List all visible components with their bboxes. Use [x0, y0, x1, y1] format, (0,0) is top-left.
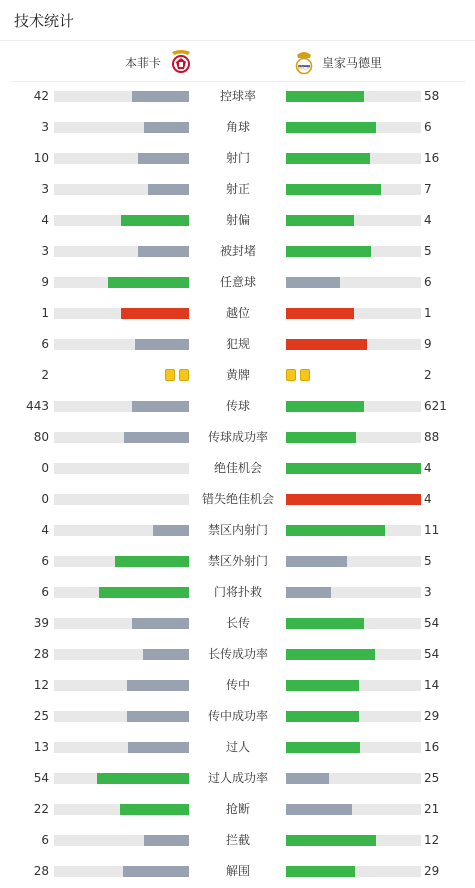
- stat-label: 禁区外射门: [207, 554, 268, 568]
- home-stat-bar-track: [54, 339, 189, 350]
- yellow-card-icon: [286, 369, 296, 381]
- home-stat-bar-fill: [132, 91, 189, 102]
- home-stat-value: 4: [41, 213, 49, 227]
- home-team[interactable]: [125, 49, 193, 75]
- stat-label: 控球率: [219, 89, 256, 103]
- home-stat-value: 39: [33, 616, 49, 630]
- stat-row: [0, 701, 475, 732]
- away-stat-bar-track: [286, 401, 421, 412]
- home-stat-value: 54: [33, 771, 49, 785]
- stat-row: [0, 763, 475, 794]
- stat-row: [0, 298, 475, 329]
- home-stat-value: 3: [41, 182, 49, 196]
- benfica-crest-icon: [169, 49, 193, 75]
- home-stat-bar-track: [54, 711, 189, 722]
- away-team[interactable]: [292, 49, 382, 75]
- stat-row: [0, 453, 475, 484]
- stat-row: [0, 639, 475, 670]
- home-stat-bar-track: [54, 153, 189, 164]
- home-stat-value: 13: [33, 740, 49, 754]
- teams-header: [10, 41, 465, 82]
- away-yellow-cards: [286, 369, 310, 381]
- stat-row: [0, 236, 475, 267]
- home-stat-value: 6: [41, 833, 49, 847]
- home-stat-bar-fill: [124, 432, 189, 443]
- home-stat-bar-track: [54, 773, 189, 784]
- away-stat-value: 5: [424, 554, 432, 568]
- away-stat-value: 12: [424, 833, 440, 847]
- stat-label: 任意球: [219, 275, 256, 289]
- away-stat-value: 4: [424, 213, 432, 227]
- home-stat-bar-fill: [144, 122, 189, 133]
- away-stat-value: 7: [424, 182, 432, 196]
- away-stat-bar-track: [286, 432, 421, 443]
- away-stat-bar-track: [286, 649, 421, 660]
- away-stat-bar-track: [286, 711, 421, 722]
- home-stat-value: 28: [33, 864, 49, 878]
- home-stat-value: 3: [41, 120, 49, 134]
- away-stat-value: 9: [424, 337, 432, 351]
- away-stat-bar-track: [286, 525, 421, 536]
- away-stat-bar-track: [286, 308, 421, 319]
- home-stat-value: 12: [33, 678, 49, 692]
- stat-label: 黄牌: [225, 368, 250, 382]
- home-stat-bar-track: [54, 680, 189, 691]
- away-stat-bar-fill: [286, 773, 329, 784]
- home-stat-bar-fill: [148, 184, 189, 195]
- away-stat-bar-track: [286, 742, 421, 753]
- home-stat-bar-fill: [115, 556, 189, 567]
- away-stat-bar-fill: [286, 711, 359, 722]
- stat-label: 传球成功率: [207, 430, 268, 444]
- home-stat-value: 0: [41, 461, 49, 475]
- away-stat-value: 16: [424, 740, 440, 754]
- away-stat-value: 25: [424, 771, 440, 785]
- away-stat-bar-fill: [286, 525, 385, 536]
- real-madrid-crest-icon: [292, 49, 316, 75]
- home-stat-bar-track: [54, 308, 189, 319]
- stat-label: 传球: [225, 399, 250, 413]
- away-team-name: 皇家马德里: [322, 55, 383, 70]
- stat-label: 射偏: [225, 213, 250, 227]
- home-yellow-cards: [165, 369, 189, 381]
- home-stat-bar-track: [54, 401, 189, 412]
- home-stat-bar-track: [54, 494, 189, 505]
- home-stat-bar-track: [54, 649, 189, 660]
- home-stat-bar-track: [54, 804, 189, 815]
- home-stat-value: 2: [41, 368, 49, 382]
- home-stat-bar-track: [54, 618, 189, 629]
- stat-row: [0, 670, 475, 701]
- home-stat-value: 3: [41, 244, 49, 258]
- away-stat-value: 29: [424, 709, 440, 723]
- away-stat-value: 54: [424, 616, 440, 630]
- away-stat-bar-track: [286, 556, 421, 567]
- yellow-card-icon: [165, 369, 175, 381]
- away-stat-value: 1: [424, 306, 432, 320]
- home-stat-bar-fill: [123, 866, 189, 877]
- stat-row: [0, 825, 475, 856]
- home-stat-bar-track: [54, 742, 189, 753]
- home-stat-bar-fill: [138, 246, 189, 257]
- yellow-card-icon: [179, 369, 189, 381]
- away-stat-bar-track: [286, 587, 421, 598]
- stat-row: [0, 484, 475, 515]
- away-stat-value: 6: [424, 275, 432, 289]
- home-stat-bar-fill: [138, 153, 189, 164]
- home-stat-bar-fill: [143, 649, 189, 660]
- away-stat-bar-track: [286, 804, 421, 815]
- away-stat-value: 11: [424, 523, 440, 537]
- home-stat-bar-track: [54, 432, 189, 443]
- home-stat-bar-track: [54, 122, 189, 133]
- away-stat-bar-fill: [286, 277, 340, 288]
- home-stat-bar-track: [54, 587, 189, 598]
- away-stat-bar-fill: [286, 494, 421, 505]
- home-stat-value: 9: [41, 275, 49, 289]
- home-stat-bar-fill: [144, 835, 189, 846]
- stat-row: [0, 81, 475, 112]
- away-stat-bar-fill: [286, 649, 375, 660]
- home-stat-bar-fill: [127, 711, 189, 722]
- stat-row: [0, 546, 475, 577]
- home-stat-bar-fill: [128, 742, 189, 753]
- away-stat-bar-fill: [286, 184, 381, 195]
- away-stat-bar-fill: [286, 91, 364, 102]
- away-stat-bar-fill: [286, 742, 360, 753]
- away-stat-bar-fill: [286, 339, 367, 350]
- home-stat-value: 80: [33, 430, 49, 444]
- away-stat-bar-fill: [286, 866, 355, 877]
- home-stat-bar-fill: [132, 401, 189, 412]
- stat-label: 越位: [225, 306, 250, 320]
- stat-label: 犯规: [225, 337, 250, 351]
- home-stat-value: 0: [41, 492, 49, 506]
- stat-label: 射正: [225, 182, 250, 196]
- away-stat-value: 14: [424, 678, 440, 692]
- home-stat-bar-track: [54, 866, 189, 877]
- away-stat-value: 2: [424, 368, 432, 382]
- home-stat-bar-fill: [121, 215, 189, 226]
- stat-row: [0, 112, 475, 143]
- home-stat-value: 6: [41, 337, 49, 351]
- home-stat-bar-fill: [132, 618, 189, 629]
- stat-row: [0, 422, 475, 453]
- home-stat-value: 4: [41, 523, 49, 537]
- stat-row: [0, 577, 475, 608]
- away-stat-bar-fill: [286, 463, 421, 474]
- home-stat-bar-track: [54, 184, 189, 195]
- home-stat-value: 10: [33, 151, 49, 165]
- away-stat-bar-fill: [286, 804, 352, 815]
- home-stat-bar-fill: [97, 773, 189, 784]
- away-stat-bar-track: [286, 339, 421, 350]
- stat-label: 禁区内射门: [207, 523, 268, 537]
- away-stat-value: 58: [424, 89, 440, 103]
- away-stat-bar-fill: [286, 587, 331, 598]
- stat-label: 解围: [225, 864, 250, 878]
- home-stat-value: 6: [41, 554, 49, 568]
- away-stat-value: 5: [424, 244, 432, 258]
- stat-label: 被封堵: [219, 244, 256, 258]
- away-stat-bar-track: [286, 277, 421, 288]
- home-stat-bar-track: [54, 246, 189, 257]
- home-stat-bar-fill: [121, 308, 189, 319]
- home-team-name: 本菲卡: [125, 55, 162, 70]
- away-stat-bar-track: [286, 122, 421, 133]
- home-stat-bar-fill: [127, 680, 189, 691]
- stat-row: [0, 391, 475, 422]
- stat-row: [0, 856, 475, 887]
- stat-label: 抢断: [225, 802, 250, 816]
- yellow-card-icon: [300, 369, 310, 381]
- away-stat-bar-track: [286, 835, 421, 846]
- away-stat-value: 4: [424, 461, 432, 475]
- home-stat-bar-track: [54, 277, 189, 288]
- home-stat-bar-fill: [135, 339, 189, 350]
- stat-row: [0, 174, 475, 205]
- stat-row: [0, 267, 475, 298]
- away-stat-bar-fill: [286, 618, 364, 629]
- away-stat-bar-fill: [286, 401, 364, 412]
- stat-label: 角球: [225, 120, 250, 134]
- stat-label: 拦截: [225, 833, 250, 847]
- away-stat-value: 21: [424, 802, 440, 816]
- home-stat-value: 42: [33, 89, 49, 103]
- home-stat-value: 443: [26, 399, 49, 413]
- home-stat-bar-track: [54, 91, 189, 102]
- stat-label: 长传成功率: [207, 647, 268, 661]
- stat-label: 错失绝佳机会: [201, 492, 274, 506]
- stat-row: [0, 205, 475, 236]
- away-stat-value: 88: [424, 430, 440, 444]
- page-title: 技术统计: [14, 12, 75, 30]
- home-stat-bar-track: [54, 556, 189, 567]
- away-stat-bar-fill: [286, 246, 371, 257]
- away-stat-value: 6: [424, 120, 432, 134]
- away-stat-value: 3: [424, 585, 432, 599]
- home-stat-value: 6: [41, 585, 49, 599]
- stat-row: [0, 329, 475, 360]
- away-stat-bar-fill: [286, 680, 359, 691]
- away-stat-bar-fill: [286, 835, 376, 846]
- home-stat-bar-fill: [120, 804, 189, 815]
- away-stat-value: 29: [424, 864, 440, 878]
- stat-label: 绝佳机会: [213, 461, 262, 475]
- away-stat-bar-track: [286, 866, 421, 877]
- away-stat-bar-fill: [286, 556, 347, 567]
- away-stat-value: 621: [424, 399, 447, 413]
- away-stat-bar-fill: [286, 308, 354, 319]
- page-header: [0, 0, 475, 41]
- stat-label: 长传: [225, 616, 250, 630]
- home-stat-bar-fill: [153, 525, 189, 536]
- stat-row: [0, 608, 475, 639]
- stat-row: [0, 360, 475, 391]
- stat-row: [0, 794, 475, 825]
- home-stat-value: 28: [33, 647, 49, 661]
- home-stat-bar-track: [54, 525, 189, 536]
- home-stat-value: 1: [41, 306, 49, 320]
- away-stat-bar-track: [286, 618, 421, 629]
- home-stat-bar-track: [54, 215, 189, 226]
- away-stat-bar-track: [286, 680, 421, 691]
- away-stat-bar-fill: [286, 432, 356, 443]
- away-stat-bar-track: [286, 494, 421, 505]
- away-stat-bar-track: [286, 773, 421, 784]
- away-stat-value: 54: [424, 647, 440, 661]
- stat-row: [0, 515, 475, 546]
- svg-text:MCF: MCF: [297, 64, 311, 72]
- away-stat-bar-fill: [286, 215, 354, 226]
- home-stat-bar-fill: [108, 277, 189, 288]
- away-stat-bar-track: [286, 246, 421, 257]
- home-stat-bar-track: [54, 463, 189, 474]
- home-stat-value: 22: [33, 802, 49, 816]
- away-stat-value: 16: [424, 151, 440, 165]
- stat-label: 门将扑救: [213, 585, 262, 599]
- stat-label: 传中成功率: [207, 709, 268, 723]
- away-stat-bar-track: [286, 463, 421, 474]
- away-stat-bar-track: [286, 91, 421, 102]
- home-stat-bar-fill: [99, 587, 189, 598]
- stat-label: 射门: [225, 151, 250, 165]
- stat-row: [0, 732, 475, 763]
- away-stat-bar-fill: [286, 122, 376, 133]
- away-stat-bar-track: [286, 215, 421, 226]
- stat-label: 过人: [225, 740, 250, 754]
- home-stat-value: 25: [33, 709, 49, 723]
- stat-label: 过人成功率: [207, 771, 268, 785]
- stat-label: 传中: [225, 678, 250, 692]
- home-stat-bar-track: [54, 835, 189, 846]
- stat-row: [0, 143, 475, 174]
- away-stat-bar-track: [286, 184, 421, 195]
- away-stat-bar-track: [286, 153, 421, 164]
- away-stat-value: 4: [424, 492, 432, 506]
- away-stat-bar-fill: [286, 153, 370, 164]
